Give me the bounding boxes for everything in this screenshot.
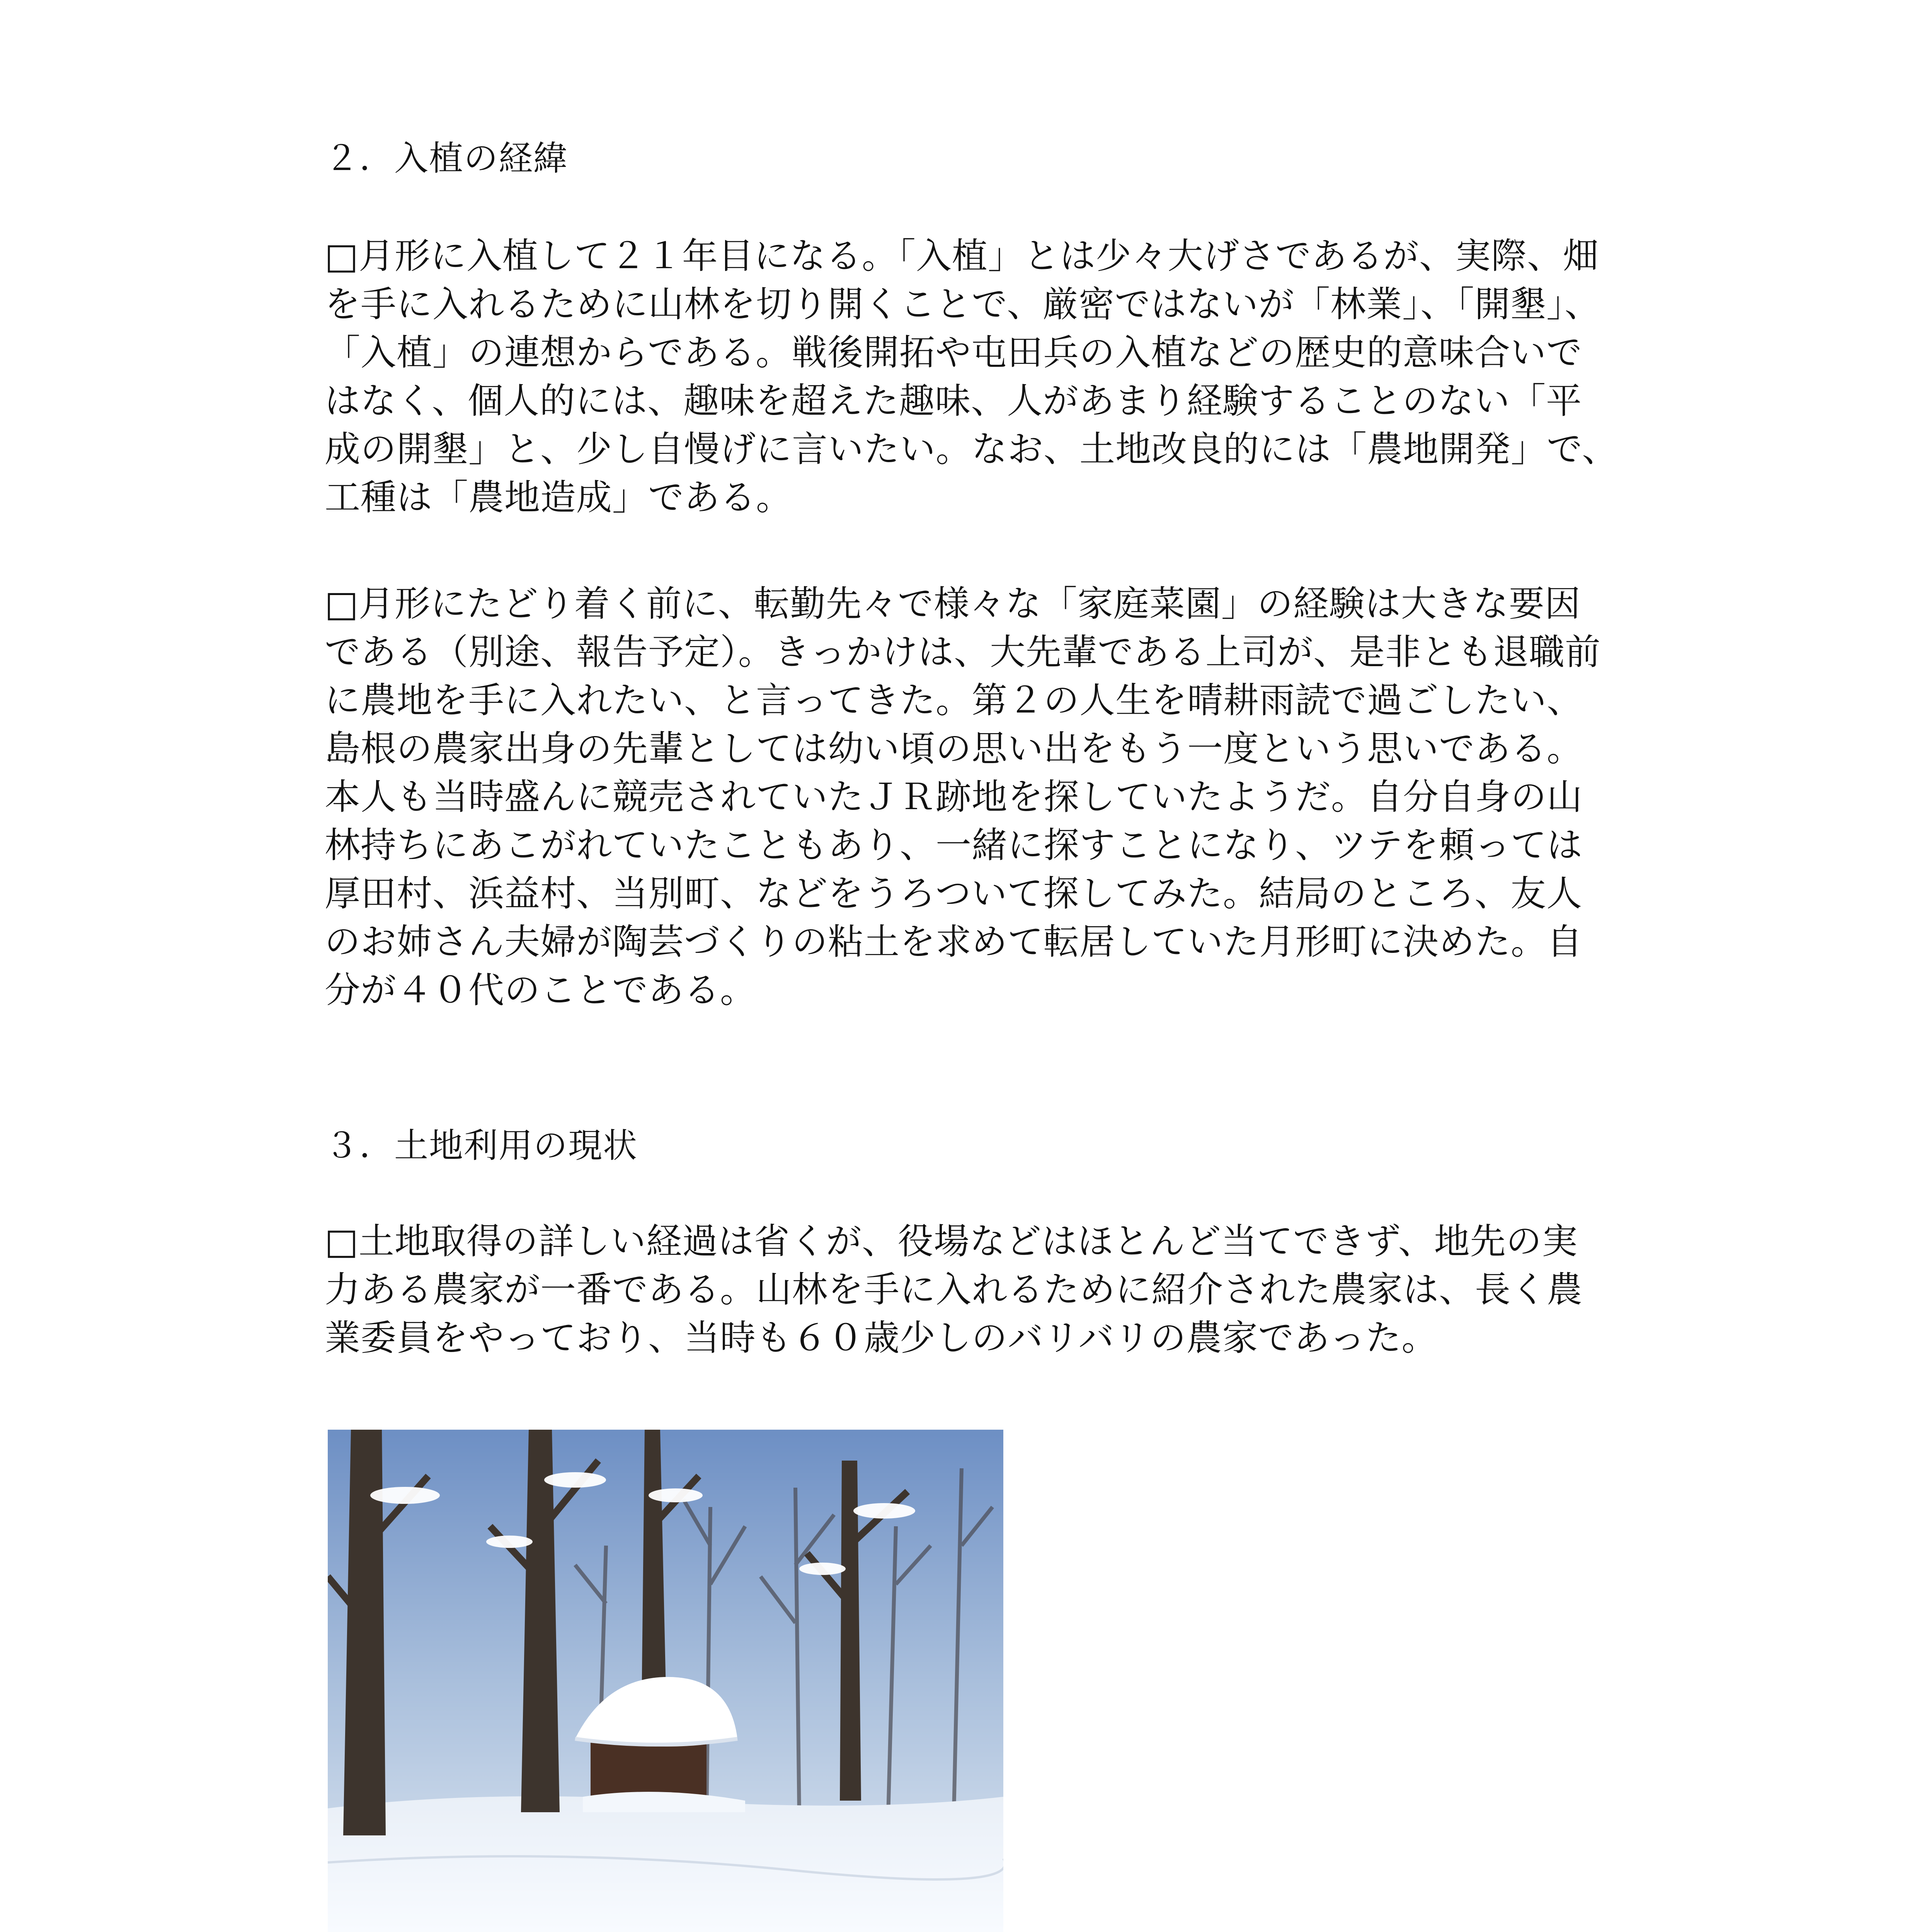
text-line: 林持ちにあこがれていたこともあり、一緒に探すことになり、ツテを頼っては [325, 825, 1583, 866]
section-3-heading: ３．土地利用の現状 [325, 1126, 638, 1165]
text-line: □月形にたどり着く前に、転勤先々で様々な「家庭菜園」の経験は大きな要因 [325, 583, 1581, 624]
text-line: 本人も当時盛んに競売されていたＪＲ跡地を探していたようだ。自分自身の山 [325, 776, 1583, 818]
text-line: □土地取得の詳しい経過は省くが、役場などはほとんど当てできず、地先の実 [325, 1221, 1578, 1262]
text-line: に農地を手に入れたい、と言ってきた。第２の人生を晴耕雨読で過ごしたい、 [325, 680, 1583, 721]
text-line: □月形に入植して２１年目になる。「入植」とは少々大げさであるが、実際、畑 [325, 235, 1599, 277]
text-line: 力ある農家が一番である。山林を手に入れるために紹介された農家は、長く農 [325, 1269, 1583, 1310]
section-2-paragraph-1 [325, 232, 1618, 522]
text-line: のお姉さん夫婦が陶芸づくりの粘土を求めて転居していた月形町に決めた。自 [325, 921, 1583, 963]
text-line: 工種は「農地造成」である。 [325, 477, 792, 518]
section-2-paragraph-2 [325, 580, 1601, 1014]
section-2-heading: ２．入植の経緯 [325, 138, 569, 178]
text-line: である（別途、報告予定）。きっかけは、大先輩である上司が、是非とも退職前 [325, 631, 1601, 673]
text-line: 業委員をやっており、当時も６０歳少しのバリバリの農家であった。 [325, 1317, 1438, 1359]
text-line: 分が４０代のことである。 [325, 969, 756, 1011]
text-line: はなく、個人的には、趣味を超えた趣味、人があまり経験することのない「平 [325, 380, 1582, 422]
text-line: 島根の農家出身の先輩としては幼い頃の思い出をもう一度という思いである。 [325, 728, 1583, 769]
snow-cabin-photo [328, 1430, 1003, 1932]
text-line: 厚田村、浜益村、当別町、などをうろついて探してみた。結局のところ、友人 [325, 873, 1583, 914]
text-line: を手に入れるために山林を切り開くことで、厳密ではないが「林業」、「開墾」、 [325, 284, 1601, 325]
section-3-paragraph-1 [325, 1217, 1585, 1362]
text-line: 「入植」の連想からである。戦後開拓や屯田兵の入植などの歴史的意味合いで [325, 332, 1583, 373]
text-line: 成の開墾」と、少し自慢げに言いたい。なお、土地改良的には「農地開発」で、 [325, 429, 1618, 470]
